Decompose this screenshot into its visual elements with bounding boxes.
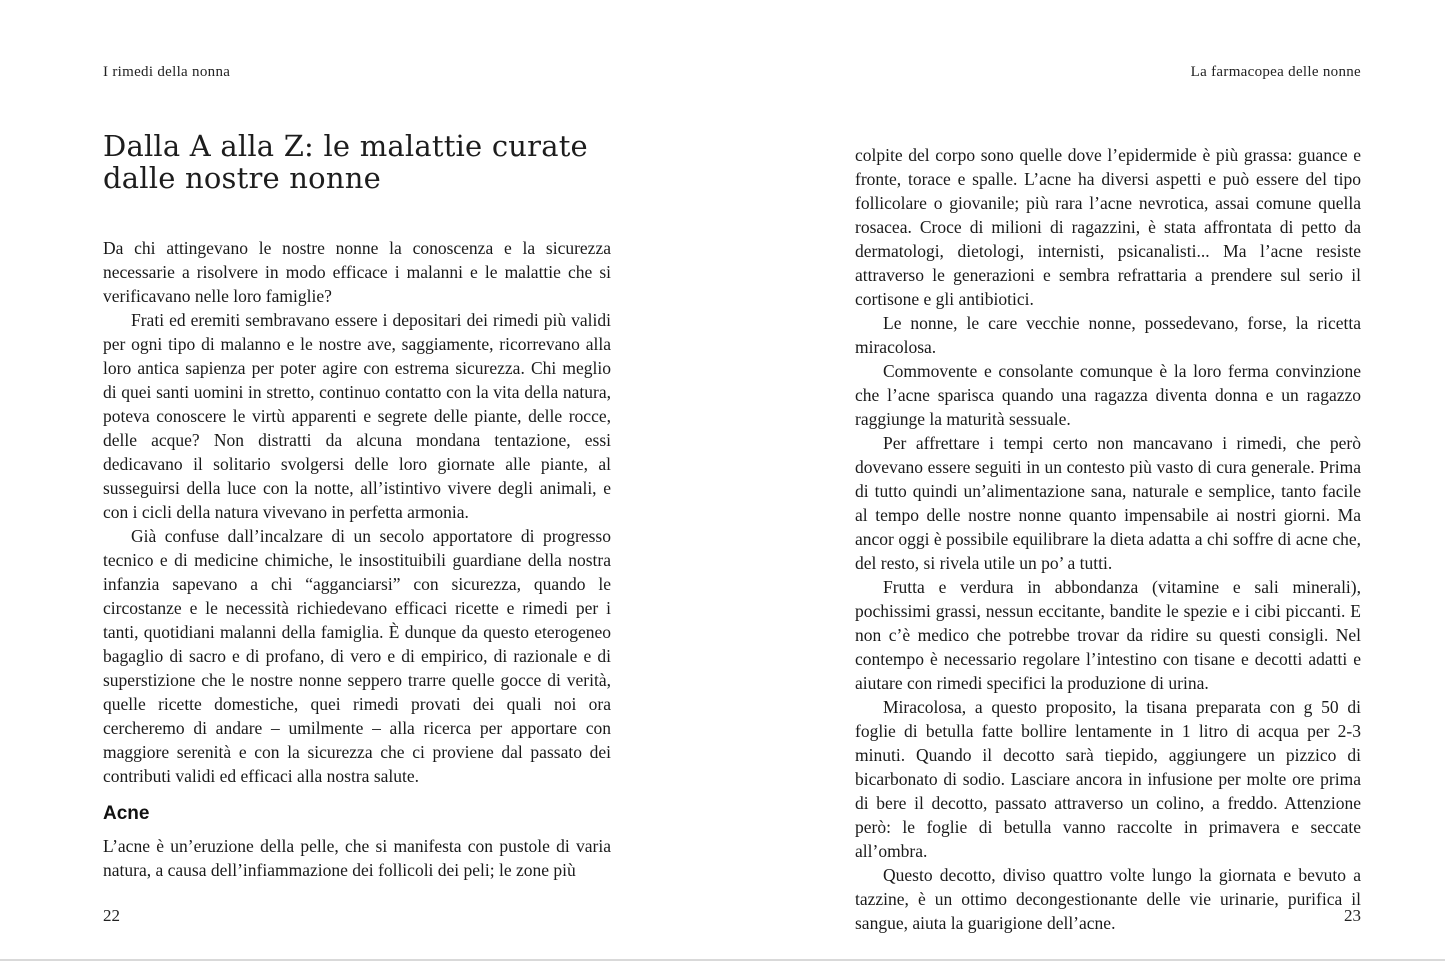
running-header-right: La farmacopea delle nonne xyxy=(1190,64,1361,80)
paragraph: Questo decotto, diviso quattro volte lungo la giornata e bevuto a tazzine, è un ottimo decongestionante delle vie urinarie, purifica il sangue, aiuta la guarigione dell’acne. xyxy=(855,865,1361,933)
running-header-left: I rimedi della nonna xyxy=(103,64,231,80)
right-page xyxy=(855,0,1361,978)
page-number-left: 22 xyxy=(103,906,120,925)
chapter-title-line-2: dalle nostre nonne xyxy=(103,161,381,195)
left-page xyxy=(103,0,611,978)
right-page-body xyxy=(855,143,1361,935)
paragraph: Commovente e consolante comunque è la loro ferma convinzione che l’acne sparisca quando una ragazza diventa donna e un ragazzo raggiunge la maturità sessuale. xyxy=(855,361,1361,429)
paragraph: Le nonne, le care vecchie nonne, possedevano, forse, la ricetta miracolosa. xyxy=(855,313,1361,357)
paragraph: Da chi attingevano le nostre nonne la conoscenza e la sicurezza necessarie a risolvere in modo efficace i malanni e le malattie che si verificavano nelle loro famiglie? xyxy=(103,238,611,306)
paragraph: Frutta e verdura in abbondanza (vitamine e sali minerali), pochissimi grassi, nessun eccitante, bandite le spezie e i cibi piccanti. E non c’è medico che potrebbe trovar da ridire su questi consigli. Nel contempo è necessario regolare l’intestino con tisane e decotti adatti e aiutare con rimedi specifici la produzione di urina. xyxy=(855,577,1361,693)
paragraph: colpite del corpo sono quelle dove l’epidermide è più grassa: guance e fronte, torace e spalle. L’acne ha diversi aspetti e può essere del tipo follicolare o giovanile; più rara l’acne nevrotica, assai comune quella rosacea. Croce di milioni di ragazzini, è stata affrontata di petto da dermatologi, dietologi, internisti, psicanalisti... Ma l’acne resiste attraverso le generazioni e sembra refrattaria a prendere sul serio il cortisone e gli antibiotici. xyxy=(855,145,1361,309)
paragraph: Per affrettare i tempi certo non mancavano i rimedi, che però dovevano essere seguiti in un contesto più vasto di cura generale. Prima di tutto quindi un’alimentazione sana, naturale e semplice, tanto facile al tempo delle nostre nonne quanto impensabile ai nostri giorni. Ma ancor oggi è possibile equilibrare la dieta adatta a chi soffre di acne che, del resto, si rivela utile un po’ a tutti. xyxy=(855,433,1361,573)
chapter-title-line-1: Dalla A alla Z: le malattie curate xyxy=(103,129,588,163)
paragraph: Già confuse dall’incalzare di un secolo apportatore di progresso tecnico e di medicine chimiche, le insostituibili guardiane della nostra infanzia sapevano a chi “agganciarsi” con sicurezza, quando le circostanze e le necessità richiedevano efficaci ricette e rimedi per i tanti, quotidiani malanni della famiglia. È dunque da questo eterogeneo bagaglio di sacro e di profano, di vero e di empirico, di razionale e di superstizione che le nostre nonne seppero trarre quelle gocce di verità, quelle ricette domestiche, quei rimedi provati dei quali noi ora cercheremo di andare – umilmente – alla ricerca per apportare con maggiore serenità e con la sicurezza che ci proviene dal passato dei contributi validi ed efficaci alla nostra salute. xyxy=(103,526,611,786)
page-number-right: 23 xyxy=(1344,906,1361,925)
section-heading-acne: Acne xyxy=(103,803,150,824)
paragraph: Miracolosa, a questo proposito, la tisana preparata con g 50 di foglie di betulla fatte bollire lentamente in 1 litro di acqua per 2-3 minuti. Quando il decotto sarà tiepido, aggiungere un pizzico di bicarbonato di sodio. Lasciare ancora in infusione per molte ore prima di bere il decotto, passato attraverso un colino, a freddo. Attenzione però: le foglie di betulla vanno raccolte in primavera e seccate all’ombra. xyxy=(855,697,1361,861)
paragraph: Frati ed eremiti sembravano essere i depositari dei rimedi più validi per ogni tipo di malanno e le nostre ave, saggiamente, ricorrevano alla loro antica sapienza per poter agire con estrema sicurezza. Chi meglio di quei santi uomini in stretto, continuo contatto con la vita della natura, poteva conoscere le virtù apparenti e segrete delle piante, delle rocce, delle acque? Non distratti da alcuna mondana tentazione, essi dedicavano il solitario svolgersi delle loro giornate alle piante, al susseguirsi della luce con la notte, all’istintivo vivere degli animali, e con i cicli della natura vivevano in perfetta armonia. xyxy=(103,310,611,522)
left-page-body xyxy=(103,236,611,882)
chapter-title xyxy=(103,130,611,194)
paragraph: L’acne è un’eruzione della pelle, che si manifesta con pustole di varia natura, a causa dell’infiammazione dei follicoli dei peli; le zone più xyxy=(103,836,611,880)
page-edge-line xyxy=(0,959,1445,961)
